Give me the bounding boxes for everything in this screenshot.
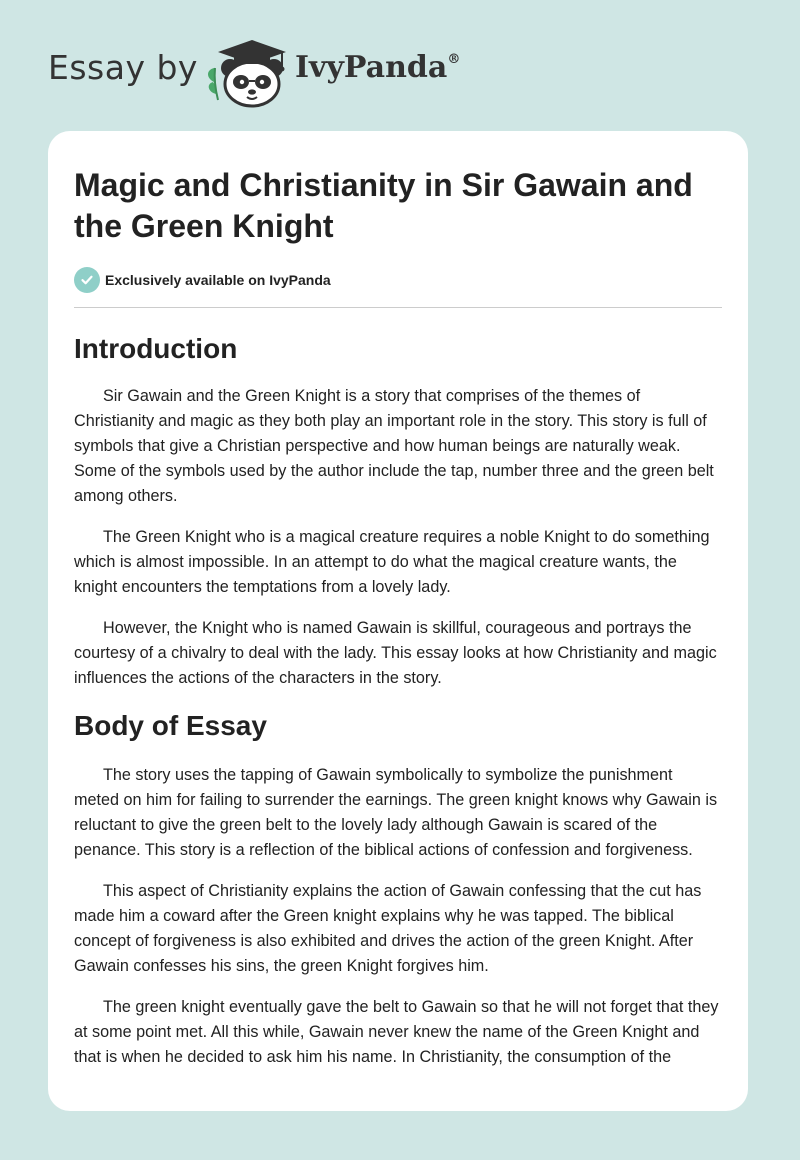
paragraph: Sir Gawain and the Green Knight is a story that comprises of the themes of Christianity and magic as they both play an important role in the story. This story is full of symbols that give a Christian perspective and how human beings are naturally weak. Some of the symbols used by the author include the tap, number three and the green belt among others. [74,387,714,505]
section-heading-introduction: Introduction [74,333,238,364]
paragraph: The Green Knight who is a magical creature requires a noble Knight to do something which is almost impossible. In an attempt to do what the magical creature wants, the knight encounters the temptations from a lovely lady. [74,528,710,596]
panda-logo-icon [202,38,294,108]
essay-by-label: Essay by [48,48,198,87]
brand-name: IvyPanda® [295,50,461,85]
paragraph: However, the Knight who is named Gawain is skillful, courageous and portrays the courtesy of a chivalry to deal with the lady. This essay looks at how Christianity and magic influences the actions of the characters in the story. [74,619,717,687]
paragraph: The green knight eventually gave the belt to Gawain so that he will not forget that they at some point met. All this while, Gawain never knew the name of the Green Knight and that is when he decided to ask him his name. In Christianity, the consumption of the [74,998,719,1066]
essay-title: Magic and Christianity in Sir Gawain and the Green Knight [74,167,693,244]
section-heading-body: Body of Essay [74,710,267,741]
paragraph: This aspect of Christianity explains the action of Gawain confessing that the cut has made him a coward after the Green knight explains why he was tapped. The biblical concept of forgiveness is also exhibited and drives the action of the green Knight. After Gawain confesses his sins, the green Knight forgives him. [74,882,702,975]
essay-card [48,131,748,1111]
paragraph: The story uses the tapping of Gawain symbolically to symbolize the punishment meted on him for failing to surrender the earnings. The green knight knows why Gawain is reluctant to give the green belt to the lovely lady although Gawain is scared of the penance. This story is a reflection of the biblical actions of confession and forgiveness. [74,766,718,859]
site-header [48,38,508,108]
exclusive-badge-text: Exclusively available on IvyPanda [105,272,331,288]
check-icon [74,267,100,293]
title-divider [74,307,722,308]
registered-mark: ® [447,52,461,67]
exclusive-badge [74,267,722,293]
